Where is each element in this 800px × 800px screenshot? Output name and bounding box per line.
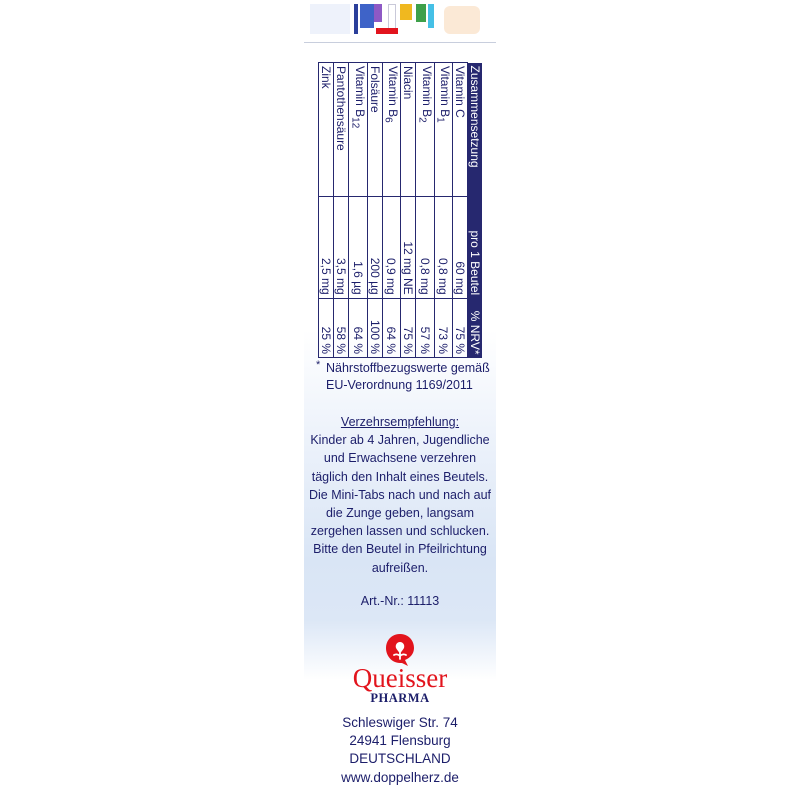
nutrient-nrv: 58 % — [334, 298, 349, 357]
nutrient-name-text: Vitamin B — [352, 66, 367, 118]
address-country: DEUTSCHLAND — [349, 751, 451, 767]
nutrient-name-text: Niacin — [401, 66, 416, 100]
usage-directions — [308, 413, 492, 577]
table-row — [334, 63, 349, 358]
footnote-marker: * — [316, 359, 321, 371]
table-row — [452, 63, 467, 358]
top-strip-decor — [400, 4, 412, 20]
nutrient-amount: 60 mg — [452, 197, 467, 298]
nutrient-nrv: 75 % — [452, 298, 467, 357]
table-row — [319, 63, 334, 358]
brand-subtitle: PHARMA — [370, 691, 430, 705]
nutrient-amount: 12 mg NE — [401, 197, 416, 298]
directions-heading: Verzehrsempfehlung: — [340, 415, 460, 429]
top-strip-decor — [416, 4, 426, 22]
nutrient-amount: 1,6 µg — [349, 197, 367, 298]
nutrient-name — [434, 63, 452, 197]
queisser-logo-icon — [384, 633, 416, 667]
top-strip-decor — [354, 4, 358, 34]
brand-name: Queisser — [352, 663, 448, 693]
nutrient-subscript: 6 — [382, 117, 394, 123]
nutrient-name — [416, 63, 434, 197]
nutrient-name — [334, 63, 349, 197]
top-strip-decor — [388, 4, 396, 30]
nrv-footnote — [318, 360, 496, 394]
nutrient-nrv: 64 % — [382, 298, 400, 357]
directions-line: täglich den Inhalt eines Beutels. — [311, 469, 489, 484]
header-nrv: % NRV* — [468, 298, 483, 357]
nutrient-amount: 3,5 mg — [334, 197, 349, 298]
nutrition-table — [318, 62, 482, 358]
table-row — [349, 63, 367, 358]
nutrient-name — [367, 63, 382, 197]
nutrient-name — [319, 63, 334, 197]
nutrient-amount: 200 µg — [367, 197, 382, 298]
nutrient-name-text: Vitamin B — [386, 66, 401, 118]
directions-line: Die Mini-Tabs nach und nach auf — [308, 487, 492, 502]
top-strip-decor — [360, 4, 374, 28]
top-strip-decor — [374, 4, 382, 22]
nutrient-nrv: 73 % — [434, 298, 452, 357]
directions-line: Kinder ab 4 Jahren, Jugendliche — [310, 433, 490, 448]
directions-line: die Zunge geben, langsam — [325, 506, 475, 521]
top-strip-decor — [444, 6, 480, 34]
directions-line: und Erwachsene verzehren — [323, 451, 477, 466]
address-city: 24941 Flensburg — [349, 733, 451, 749]
nutrient-subscript: 2 — [416, 117, 428, 123]
nutrient-subscript: 12 — [349, 117, 361, 129]
nutrient-amount: 0,8 mg — [434, 197, 452, 298]
table-header-row — [468, 63, 483, 358]
nutrient-name — [349, 63, 367, 197]
nutrient-amount: 0,8 mg — [416, 197, 434, 298]
directions-line: zergehen lassen und schlucken. — [310, 524, 490, 539]
nutrient-name — [401, 63, 416, 197]
nutrient-nrv: 100 % — [367, 298, 382, 357]
footnote-line-1: Nährstoffbezugswerte gemäß — [326, 361, 490, 375]
nutrient-subscript: 1 — [434, 117, 446, 123]
nutrition-table-area — [318, 62, 482, 358]
nutrient-name-text: Pantothensäure — [334, 66, 349, 151]
table-row — [416, 63, 434, 358]
header-composition: Zusammensetzung — [468, 63, 483, 197]
table-row — [401, 63, 416, 358]
nutrient-name — [382, 63, 400, 197]
table-row — [367, 63, 382, 358]
package-side-panel — [304, 0, 496, 800]
nutrient-amount: 0,9 mg — [382, 197, 400, 298]
table-row — [382, 63, 400, 358]
directions-line: aufreißen. — [371, 560, 429, 575]
nutrient-nrv: 64 % — [349, 298, 367, 357]
top-strip-decor — [376, 28, 398, 34]
manufacturer-address — [304, 714, 496, 787]
nutrient-nrv: 57 % — [416, 298, 434, 357]
top-strip-decor — [428, 4, 434, 28]
nutrient-nrv: 75 % — [401, 298, 416, 357]
nutrient-name-text: Zink — [319, 66, 334, 89]
article-number: Art.-Nr.: 11113 — [360, 594, 440, 608]
package-top-strip — [304, 0, 496, 43]
nutrient-amount: 2,5 mg — [319, 197, 334, 298]
nutrient-name-text: Vitamin B — [437, 66, 452, 118]
nutrient-name-text: Folsäure — [367, 66, 382, 113]
header-per-sachet: pro 1 Beutel — [468, 197, 483, 298]
website-link[interactable]: www.doppelherz.de — [341, 769, 459, 785]
directions-line: Bitte den Beutel in Pfeilrichtung — [313, 542, 487, 557]
nutrient-nrv: 25 % — [319, 298, 334, 357]
nutrient-name — [452, 63, 467, 197]
nutrient-name-text: Vitamin C — [452, 66, 467, 118]
table-row — [434, 63, 452, 358]
address-street: Schleswiger Str. 74 — [342, 715, 458, 730]
top-strip-decor — [310, 4, 350, 34]
nutrient-name-text: Vitamin B — [419, 66, 434, 118]
footnote-line-2: EU-Verordnung 1169/2011 — [326, 378, 473, 392]
